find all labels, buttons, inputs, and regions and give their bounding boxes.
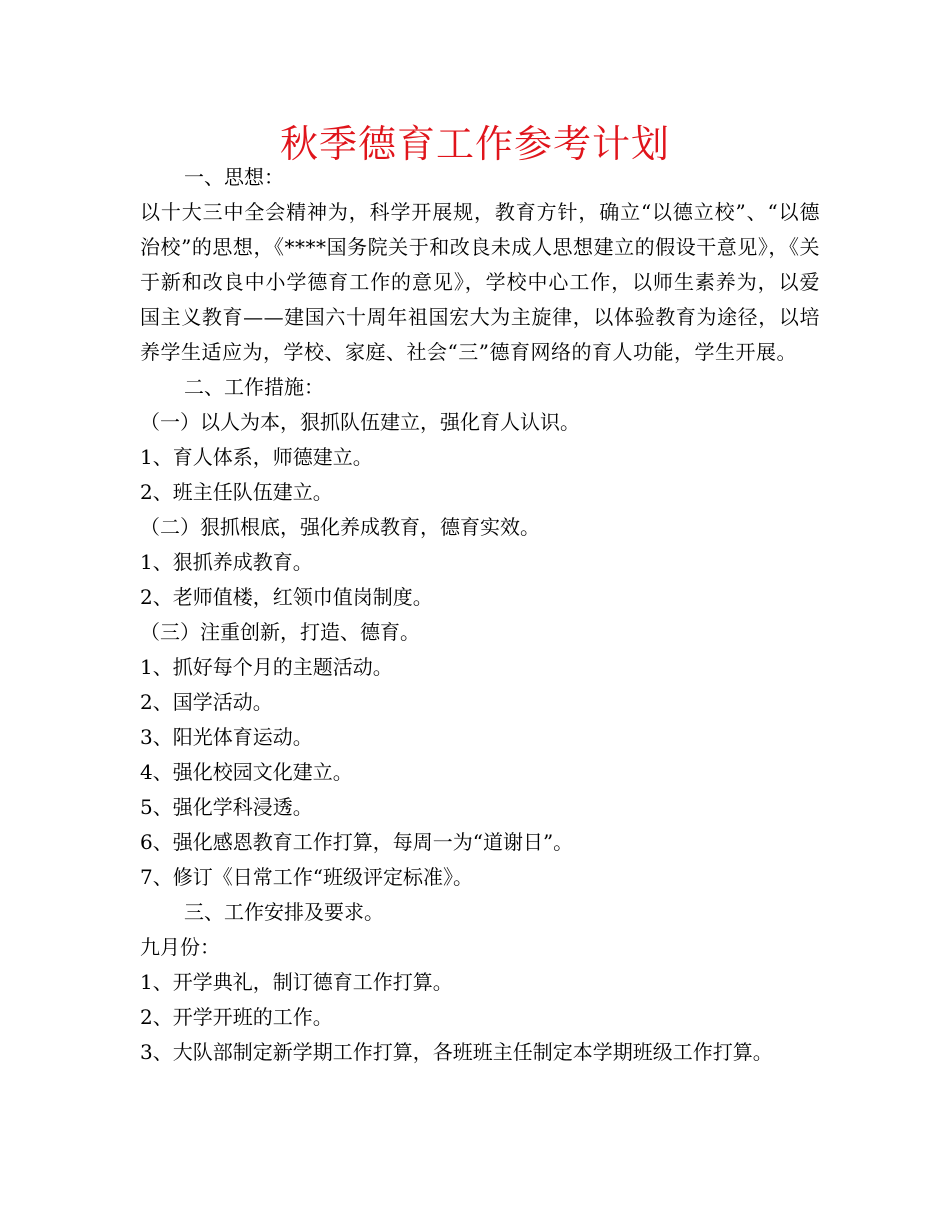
ideology-paragraph: 以十大三中全会精神为，科学开展规，教育方针，确立“以德立校”、“以德治校”的思想，《****国务院关于和改良未成人思想建立的假设干意见》，《关于新和改良中小学德育工作的意见》，学校中心工作，以师生素养为，以爱国主义教育——建国六十周年祖国宏大为主旋律，以体验教育为途径，以培养学生适应为，学校、家庭、社会“三”德育网络的育人功能，学生开展。 [140,200,820,364]
list-item: 6、强化感恩教育工作打算，每周一为“道谢日”。 [140,830,574,854]
list-item: 2、开学开班的工作。 [140,1005,333,1029]
document-body [140,160,820,1070]
document-title: 秋季德育工作参考计划 [279,122,670,166]
list-item: 7、修订《日常工作“班级评定标准》。 [140,865,473,889]
list-item: 2、国学活动。 [140,690,273,714]
list-item: 1、开学典礼，制订德育工作打算。 [140,970,453,994]
list-item: （二）狠抓根底，强化养成教育，德育实效。 [140,515,540,539]
section-heading-measures: 二、工作措施： [184,375,324,399]
list-item: 5、强化学科浸透。 [140,795,313,819]
section-heading-schedule: 三、工作安排及要求。 [184,900,384,924]
list-item: 1、育人体系，师德建立。 [140,445,373,469]
list-item: 2、班主任队伍建立。 [140,480,333,504]
list-item: 2、老师值楼，红领巾值岗制度。 [140,585,433,609]
list-item: 3、大队部制定新学期工作打算，各班班主任制定本学期班级工作打算。 [140,1040,773,1064]
section-heading-ideology: 一、思想： [184,165,284,189]
list-item: （一）以人为本，狠抓队伍建立，强化育人认识。 [140,410,580,434]
list-item: 1、抓好每个月的主题活动。 [140,655,393,679]
list-item: 1、狠抓养成教育。 [140,550,313,574]
list-item: （三）注重创新，打造、德育。 [140,620,420,644]
list-item: 3、阳光体育运动。 [140,725,313,749]
list-item: 九月份： [140,935,220,959]
list-item: 4、强化校园文化建立。 [140,760,353,784]
